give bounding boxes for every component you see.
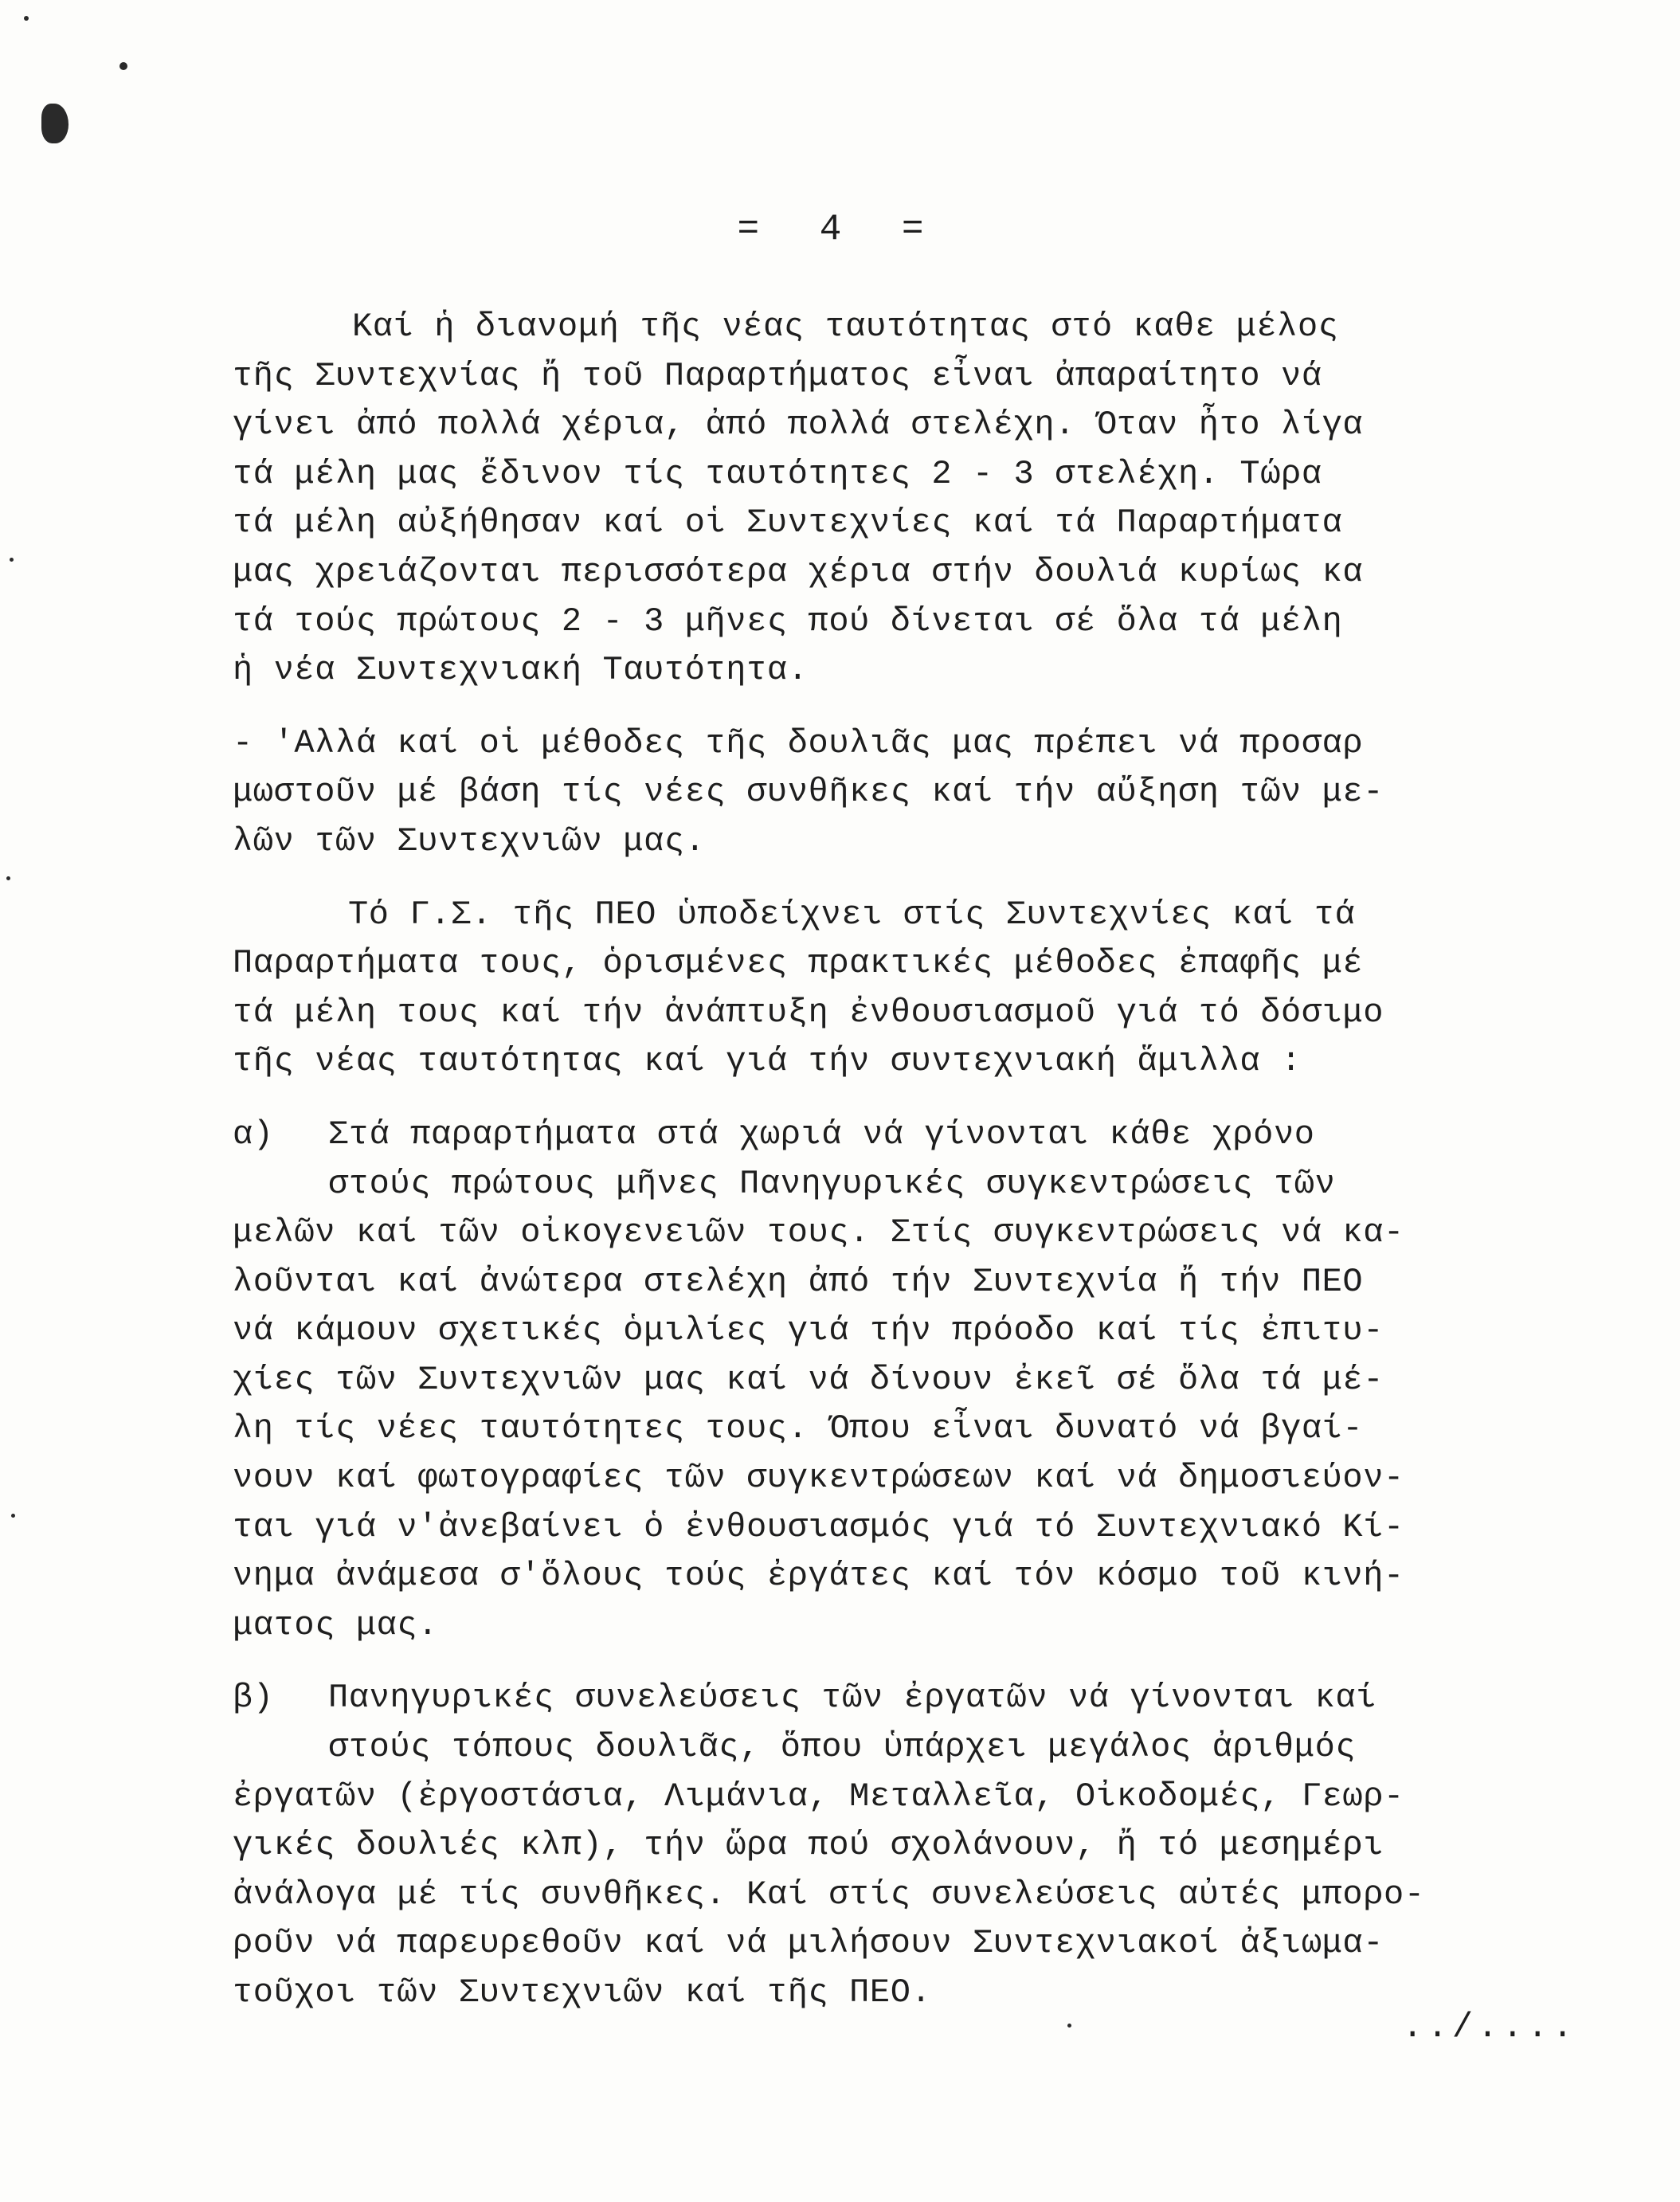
text-line: λῶν τῶν Συντεχνιῶν μας.	[233, 821, 706, 860]
list-item-beta	[233, 1674, 1619, 2017]
ink-speck	[119, 62, 127, 70]
list-item-label: β)	[233, 1679, 274, 1718]
text-line: νά κάμουν σχετικές ὁμιλίες γιά τήν πρόοδο καί τίς ἐπιτυ-	[233, 1311, 1384, 1350]
paragraph-gs-peo	[233, 891, 1619, 1087]
text-line: τῆς Συντεχνίας ἤ τοῦ Παραρτήματος εἶναι ἀπαραίτητο νά	[233, 356, 1322, 395]
list-item-alpha	[233, 1111, 1619, 1651]
document-body	[233, 303, 1619, 2042]
ink-speck	[10, 558, 14, 562]
ink-speck	[24, 16, 29, 21]
text-line: - 'Αλλά καί οἱ μέθοδες τῆς δουλιᾶς μας πρέπει νά προσαρ	[233, 723, 1364, 762]
page-number: = 4 =	[737, 209, 943, 250]
text-line: τά τούς πρώτους 2 - 3 μῆνες πού δίνεται σέ ὅλα τά μέλη	[233, 601, 1343, 641]
text-line: Τό Γ.Σ. τῆς ΠΕΟ ὑποδείχνει στίς Συντεχνίες καί τά	[348, 895, 1356, 934]
continuation-mark: ../....	[1402, 2008, 1577, 2047]
text-line: γίνει ἀπό πολλά χέρια, ἀπό πολλά στελέχη. Όταν ἦτο λίγα	[233, 406, 1364, 445]
text-line: νουν καί φωτογραφίες τῶν συγκεντρώσεων καί νά δημοσιεύον-	[233, 1459, 1404, 1498]
text-line-content: Στά παραρτήματα στά χωριά νά γίνονται κάθε χρόνο	[328, 1115, 1315, 1154]
ink-speck	[11, 1514, 15, 1518]
text-line: ἀνάλογα μέ τίς συνθῆκες. Καί στίς συνελεύσεις αὐτές μπορο-	[233, 1875, 1425, 1914]
text-line: τῆς νέας ταυτότητας καί γιά τήν συντεχνιακή ἅμιλλα :	[233, 1042, 1302, 1081]
text-line: τά μέλη μας ἔδινον τίς ταυτότητες 2 - 3 στελέχη. Τώρα	[233, 454, 1322, 493]
paragraph-identity-distribution	[233, 303, 1619, 695]
text-line: ται γιά ν'ἀνεβαίνει ὁ ἐνθουσιασμός γιά τό Συντεχνιακό Κί-	[233, 1507, 1404, 1546]
text-line: Παραρτήματα τους, ὁρισμένες πρακτικές μέθοδες ἐπαφῆς μέ	[233, 944, 1364, 983]
text-line: τά μέλη αὐξήθησαν καί οἱ Συντεχνίες καί τά Παραρτήματα	[233, 503, 1343, 543]
text-line	[233, 1674, 1619, 1723]
text-line: στούς πρώτους μῆνες Πανηγυρικές συγκεντρώσεις τῶν	[328, 1164, 1336, 1203]
text-line: ματος μας.	[233, 1605, 439, 1644]
text-line	[233, 1111, 1619, 1160]
text-line: τοῦχοι τῶν Συντεχνιῶν καί τῆς ΠΕΟ.	[233, 1973, 932, 2012]
text-line: ἐργατῶν (ἐργοστάσια, Λιμάνια, Μεταλλεῖα, Οἰκοδομές, Γεωρ-	[233, 1777, 1404, 1816]
text-line: στούς τόπους δουλιᾶς, ὅπου ὑπάρχει μεγάλος ἀριθμός	[328, 1728, 1357, 1767]
text-line: τά μέλη τους καί τήν ἀνάπτυξη ἐνθουσιασμοῦ γιά τό δόσιμο	[233, 993, 1384, 1032]
text-line: Καί ἡ διανομή τῆς νέας ταυτότητας στό καθε μέλος	[352, 308, 1339, 346]
paragraph-methods	[233, 719, 1619, 867]
ink-speck	[6, 876, 10, 880]
ink-blot	[41, 104, 69, 143]
text-line: λη τίς νέες ταυτότητες τους. Όπου εἶναι δυνατό νά βγαί-	[233, 1409, 1364, 1448]
text-line: μελῶν καί τῶν οἰκογενειῶν τους. Στίς συγκεντρώσεις νά κα-	[233, 1213, 1404, 1252]
text-line: μας χρειάζονται περισσότερα χέρια στήν δουλιά κυρίως κα	[233, 552, 1364, 591]
text-line: γικές δουλιές κλπ), τήν ὥρα πού σχολάνουν, ἤ τό μεσημέρι	[233, 1826, 1384, 1865]
text-line: νημα ἀνάμεσα σ'ὅλους τούς ἐργάτες καί τόν κόσμο τοῦ κινή-	[233, 1557, 1404, 1596]
list-item-label: α)	[233, 1115, 274, 1154]
text-line-content: Πανηγυρικές συνελεύσεις τῶν ἐργατῶν νά γίνονται καί	[328, 1679, 1377, 1718]
text-line: μωστοῦν μέ βάση τίς νέες συνθῆκες καί τήν αὔξηση τῶν με-	[233, 773, 1384, 812]
text-line: λοῦνται καί ἀνώτερα στελέχη ἀπό τήν Συντεχνία ἤ τήν ΠΕΟ	[233, 1262, 1364, 1301]
text-line: ροῦν νά παρευρεθοῦν καί νά μιλήσουν Συντεχνιακοί ἀξιωμα-	[233, 1924, 1384, 1963]
text-line: χίες τῶν Συντεχνιῶν μας καί νά δίνουν ἐκεῖ σέ ὅλα τά μέ-	[233, 1360, 1384, 1399]
text-line: ἡ νέα Συντεχνιακή Ταυτότητα.	[233, 651, 809, 690]
